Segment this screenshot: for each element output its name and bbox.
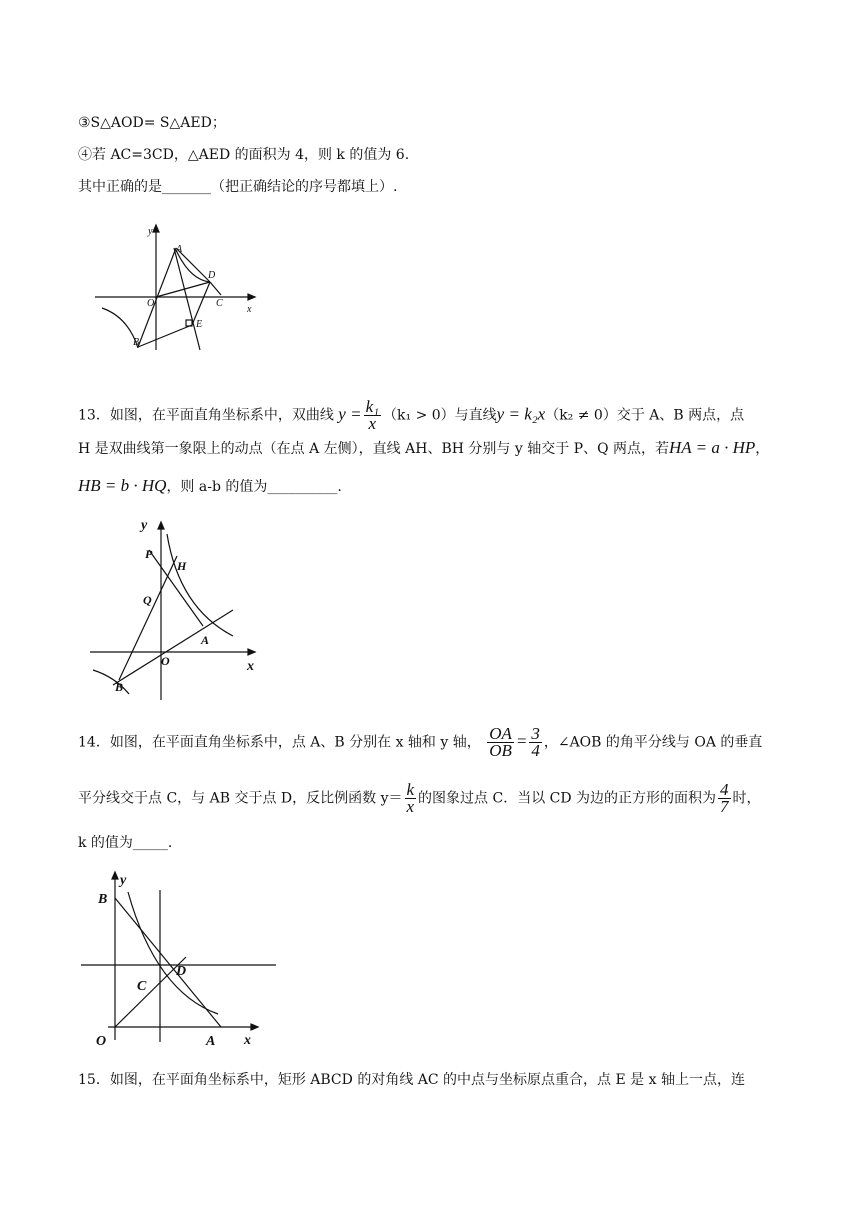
figure-q14: [78, 862, 278, 1054]
line-AB: [115, 898, 221, 1027]
q13-eq1: HA = a · HP: [669, 438, 756, 457]
q14-line2: [78, 782, 761, 815]
fig13-label-Q: Q: [143, 593, 152, 607]
fig14-label-y: y: [120, 873, 127, 888]
fig12-label-D: D: [208, 270, 216, 281]
fig13-label-x: x: [247, 659, 254, 674]
fig13-label-O: O: [161, 654, 170, 668]
figure-q12: [90, 222, 270, 357]
fig13-label-B: B: [115, 680, 124, 694]
q14-text-d: 的图象过点 C．当以 CD 为边的正方形的面积为: [418, 790, 717, 807]
fig14-label-x: x: [244, 1033, 251, 1048]
fig13-label-y: y: [141, 518, 148, 533]
fig14-label-B: B: [98, 892, 108, 907]
hyperbola-q1: [167, 534, 233, 636]
q13-condition1: （k₁ > 0）与直线: [383, 407, 497, 424]
q15-number: 15．: [78, 1072, 110, 1088]
fig13-label-A: A: [201, 633, 210, 647]
q14-line1: 14．如图，在平面直角坐标系中，点 A、B 分别在 x 轴和 y 轴， $\frac{OA}{OB}$ = $\frac{3}{4}$ ，∠AOB 的角平分线与 OA 的垂直: [78, 724, 763, 760]
q14-text-c: 平分线交于点 C，与 AB 交于点 D，反比例函数 y＝: [78, 790, 403, 807]
q14-text-b: ，∠AOB 的角平分线与 OA 的垂直: [543, 734, 763, 751]
q14-k-fraction: $\frac{k}{x}$: [406, 780, 415, 816]
fig14-label-O: O: [96, 1034, 107, 1049]
q14-line3: k 的值为_____.: [78, 835, 173, 851]
q15-text: 如图，在平面角坐标系中，矩形 ABCD 的对角线 AC 的中点与坐标原点重合，点 E 是 x 轴上一点，连: [109, 1072, 745, 1088]
fig12-label-x: x: [247, 304, 252, 315]
q13-number: 13．: [78, 407, 110, 424]
fig12-label-E: E: [196, 319, 203, 330]
q13-text-a: 如图，在平面直角坐标系中，双曲线: [109, 407, 334, 424]
q14-area-fraction: $\frac{4}{7}$: [720, 780, 729, 816]
hyperbola: [128, 892, 218, 1014]
fig13-label-P: P: [145, 547, 153, 561]
fig14-label-D: D: [176, 964, 187, 979]
q13-line1: 13．如图，在平面直角坐标系中，双曲线 y = $\frac{\text{k₁}}{x}$ （k₁ > 0）与直线y = k₂x（k₂ ≠ 0）交于 A、B 两点，点: [78, 397, 745, 433]
q14-ratio-value: $\frac{3}{4}$: [531, 724, 540, 760]
q14-text-e: 时，: [732, 790, 761, 807]
line-AH: [149, 550, 203, 626]
q13-line-eq: y = k₂x: [496, 404, 546, 424]
fig12-label-y: y: [148, 226, 153, 237]
figure-q13: [85, 512, 265, 702]
q13-eq2: HB = b · HQ: [78, 476, 167, 495]
q13-fraction: $\frac{\text{k₁}}{x}$: [365, 397, 380, 433]
line-AB: [113, 610, 233, 685]
answer-prompt: 其中正确的是_______（把正确结论的序号都填上）.: [78, 179, 398, 195]
q13-line2: H 是双曲线第一象限上的动点（在点 A 左侧），直线 AH、BH 分别与 y 轴交于 P、Q 两点，若HA = a · HP，: [78, 438, 770, 457]
q14-ratio: $\frac{OA}{OB}$: [489, 724, 512, 760]
fig12-label-O: O: [147, 298, 155, 309]
q13-text-b: H 是双曲线第一象限上的动点（在点 A 左侧），直线 AH、BH 分别与 y 轴交于 P、Q 两点，若: [78, 441, 669, 457]
fig12-label-B: B: [133, 337, 140, 348]
fig13-label-H: H: [177, 559, 187, 573]
fig12-label-A: A: [176, 244, 183, 255]
fig12-label-C: C: [216, 298, 223, 309]
q13-line3: [78, 476, 342, 497]
q15-line1: [78, 1070, 745, 1090]
statement-3: ③S△AOD= S△AED；: [78, 115, 226, 131]
q14-text-a: 如图，在平面直角坐标系中，点 A、B 分别在 x 轴和 y 轴，: [109, 734, 481, 751]
fig14-label-C: C: [137, 979, 147, 994]
q13-text-c: ，则 a-b 的值为__________.: [166, 479, 342, 495]
fig14-label-A: A: [206, 1034, 216, 1049]
hyperbola-q3: [93, 670, 129, 694]
q13-condition2: （k₂ ≠ 0）交于 A、B 两点，点: [545, 407, 745, 424]
statement-4: ④若 AC=3CD，△AED 的面积为 4，则 k 的值为 6.: [78, 147, 410, 163]
q14-number: 14．: [78, 734, 110, 751]
